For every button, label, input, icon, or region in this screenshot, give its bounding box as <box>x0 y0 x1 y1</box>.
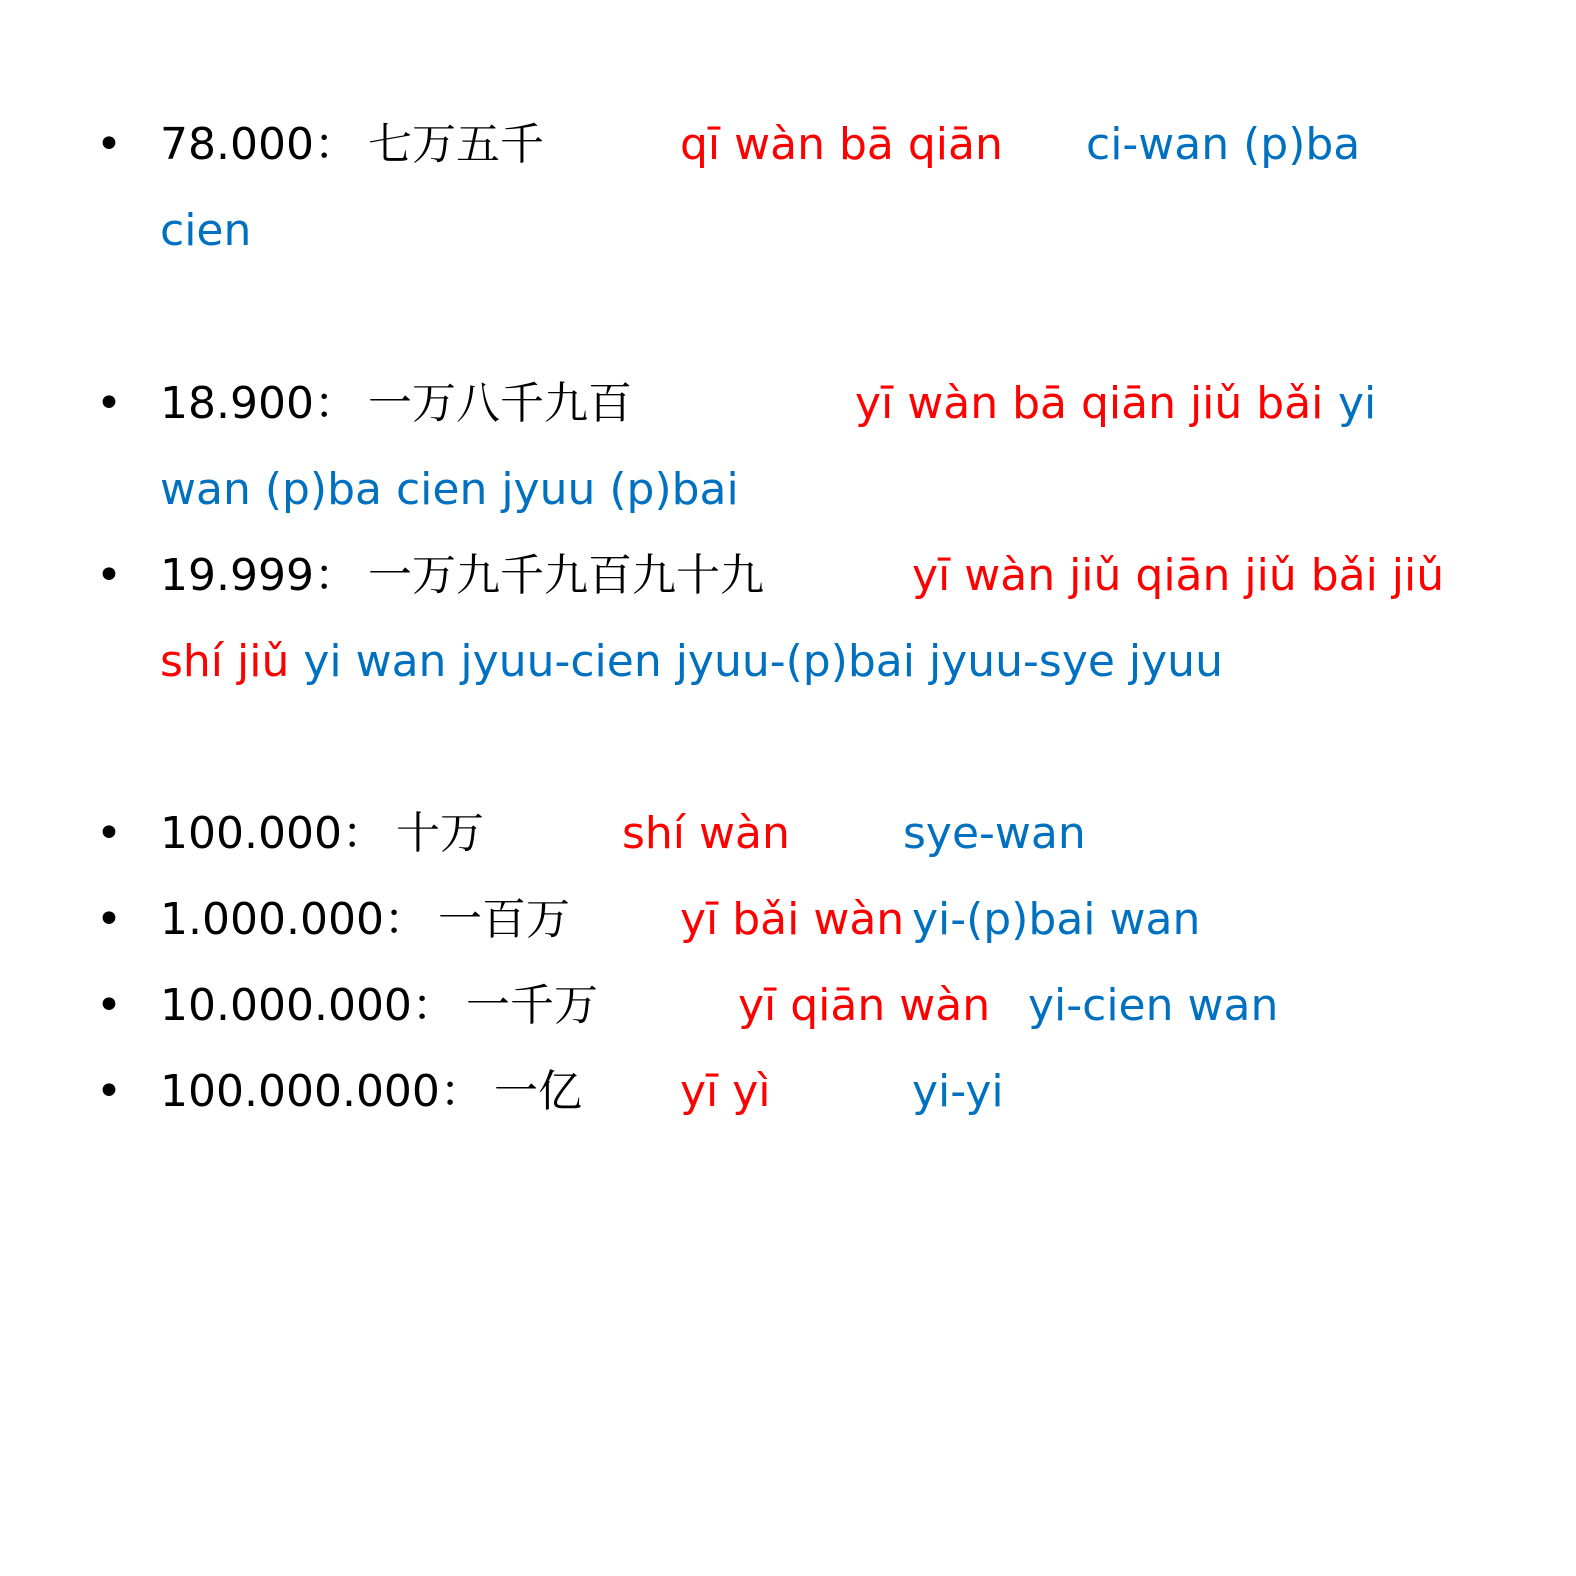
hanzi-text: 一亿 <box>494 1066 582 1117</box>
list-item <box>0 794 1576 874</box>
pinyin-text: shí wàn <box>622 808 790 859</box>
number-label: 78.000： <box>160 119 358 170</box>
bullet-icon: • <box>96 378 122 429</box>
hanzi-text: 十万 <box>396 808 484 859</box>
hanzi-text: 一千万 <box>466 980 598 1031</box>
romanization-continuation: cien <box>160 205 252 256</box>
number-label: 1.000.000： <box>160 894 428 945</box>
hanzi-text: 一万八千九百 <box>368 378 632 429</box>
bullet-icon: • <box>96 980 122 1031</box>
romanization-text: yi-cien wan <box>1028 980 1279 1031</box>
romanization-text: yi-yi <box>912 1066 1004 1117</box>
bullet-icon: • <box>96 550 122 601</box>
hanzi-text: 一万九千九百九十九 <box>368 550 764 601</box>
number-label: 10.000.000： <box>160 980 456 1031</box>
continuation-line <box>160 622 1223 702</box>
hanzi-text: 一百万 <box>438 894 570 945</box>
list-item <box>0 880 1576 960</box>
pinyin-text: yī wàn jiǔ qiān jiǔ bǎi jiǔ <box>912 550 1445 601</box>
romanization-text: sye-wan <box>903 808 1086 859</box>
pinyin-continuation: shí jiǔ <box>160 636 290 687</box>
list-item <box>0 364 1576 444</box>
number-label: 100.000.000： <box>160 1066 484 1117</box>
pinyin-text: yī yì <box>680 1066 771 1117</box>
romanization-continuation: wan (p)ba cien jyuu (p)bai <box>160 464 739 515</box>
pinyin-text: yī bǎi wàn <box>680 894 905 945</box>
number-label: 100.000： <box>160 808 386 859</box>
pinyin-text: yī wàn bā qiān jiǔ bǎi <box>855 378 1324 429</box>
list-item <box>0 1052 1576 1132</box>
bullet-icon: • <box>96 1066 122 1117</box>
pinyin-text: yī qiān wàn <box>738 980 991 1031</box>
romanization-continuation: yi wan jyuu-cien jyuu-(p)bai jyuu-sye jyuu <box>303 636 1223 687</box>
bullet-icon: • <box>96 894 122 945</box>
list-item <box>0 105 1576 185</box>
romanization-text: yi-(p)bai wan <box>912 894 1201 945</box>
list-item <box>0 966 1576 1046</box>
hanzi-text: 七万五千 <box>368 119 544 170</box>
bullet-icon: • <box>96 808 122 859</box>
number-label: 19.999： <box>160 550 358 601</box>
romanization-text: ci-wan (p)ba <box>1086 119 1361 170</box>
number-label: 18.900： <box>160 378 358 429</box>
bullet-icon: • <box>96 119 122 170</box>
list-item <box>0 536 1576 616</box>
romanization-text: yi <box>1338 378 1377 429</box>
pinyin-text: qī wàn bā qiān <box>680 119 1003 170</box>
